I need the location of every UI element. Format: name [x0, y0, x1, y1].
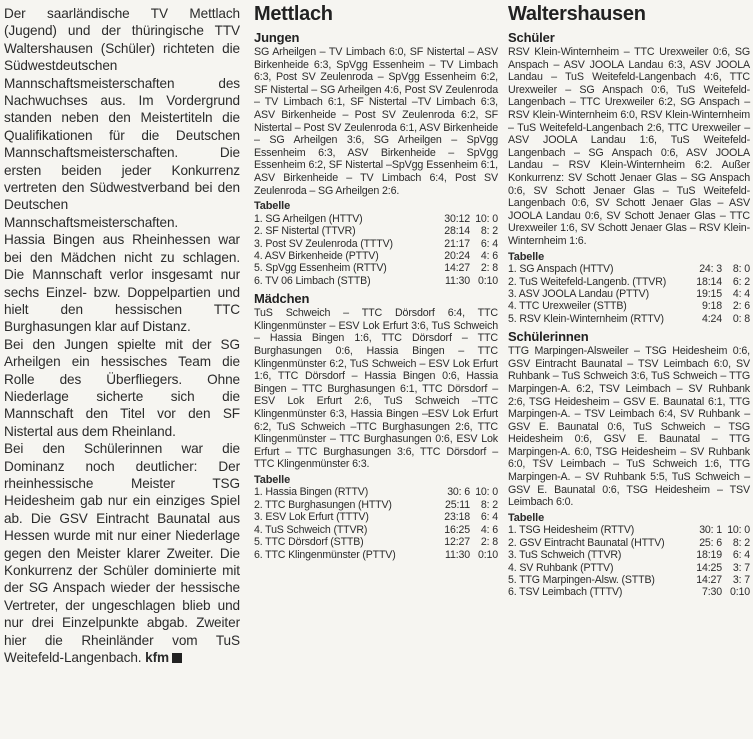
standing-points: 2: 8 — [480, 262, 498, 275]
table-row — [508, 537, 750, 549]
end-mark-icon — [172, 653, 182, 663]
standing-points: 8: 2 — [480, 225, 498, 238]
standing-score: 25:11 — [445, 498, 470, 511]
table-row — [254, 486, 498, 498]
standing-team: 5. TTG Marpingen-Alsw. (STTB) — [508, 574, 655, 587]
article-paragraph: Hassia Bingen aus Rheinhessen war bei den Mädchen nicht zu schlagen. Die Mannschaft verlor insgesamt nur sechs Einzel- bzw. Doppelpartien und hielt den hessischen TTC Burghasungen klar auf Distanz. — [4, 232, 240, 335]
table-row — [508, 313, 750, 325]
standing-score: 28:14 — [444, 225, 470, 238]
table-row — [508, 300, 750, 312]
standing-score: 18:19 — [696, 549, 722, 562]
table-row — [254, 225, 498, 237]
results-schuelerinnen: TTG Marpingen-Alsweiler – TSG Heidesheim 0:6, GSV Eintracht Baunatal – TSV Leimbach 6:0, SV Ruhbank – TuS Schweich 3:6, TuS Schweich – TTG Marpingen-A. 6:2, TSV Leimbach – SV Ruhbank 2:6, TSG Heidesheim – GSV E. Baunatal 6:1, TTG Marpingen-A. – TSV Leimbach 6:4, SV Ruhbank – GSV E. Baunatal 0:6, TuS Schweich – TSG Heidesheim 0:6, GSV E. Baunatal – TTG Marpingen-A. 6:0, TSG Heidesheim – SV Ruhbank 6:0, TSV Leimbach – TuS Schweich 1:6, TTG Marpingen-A. – SV Ruhbank 5:5, TuS Schweich – GSV E. Baunatal 0:6, TSG Heidesheim – TSV Leimbach 6:0. — [508, 345, 750, 509]
standing-score: 30: 1 — [699, 524, 722, 537]
standings-table-schuelerinnen — [508, 524, 750, 598]
standing-team: 6. TV 06 Limbach (STTB) — [254, 274, 371, 287]
standing-score: 24: 3 — [699, 263, 722, 276]
standing-score: 20:24 — [444, 249, 470, 262]
standing-team: 4. TuS Schweich (TTVR) — [254, 523, 368, 536]
standing-points: 0: 8 — [732, 312, 750, 325]
venue-heading: Waltershausen — [508, 3, 646, 25]
standing-points: 0:10 — [477, 274, 498, 287]
table-row — [508, 263, 750, 275]
article-paragraph-text: Bei den Schülerinnen war die Dominanz noch deutlicher: Der rheinhessische Meister TSG Heidesheim gab nur ein einziges Spiel ab. Die GSV Eintracht Baunatal aus Hessen wurde mit nur einer Niederlage gegen den Meister klarer Zweiter. Die Konkurrenz der Schüler dominierte mit der SG Anspach wieder der hessische Vertreter, der ungeschlagen blieb und nur drei Einzelpunkte abgab. Zweiter hier die Rheinländer vom TuS Weitefeld-Langenbach. — [4, 441, 240, 666]
standing-team: 2. TuS Weitefeld-Langenb. (TTVR) — [508, 275, 667, 288]
standings-table-jungen — [254, 213, 498, 287]
standing-score: 11:30 — [445, 548, 470, 561]
standing-score: 21:17 — [444, 237, 470, 250]
standing-team: 4. ASV Birkenheide (PTTV) — [254, 249, 379, 262]
article-paragraph — [4, 440, 240, 666]
standing-points: 6: 2 — [732, 275, 750, 288]
table-row — [254, 524, 498, 536]
standing-points: 3: 7 — [732, 574, 750, 587]
standing-team: 4. SV Ruhbank (PTTV) — [508, 561, 614, 574]
venue-heading: Mettlach — [254, 3, 333, 25]
standing-score: 7:30 — [701, 586, 722, 599]
standings-table-maedchen — [254, 486, 498, 560]
standing-points: 8: 2 — [732, 536, 750, 549]
table-row — [508, 549, 750, 561]
section-heading-maedchen: Mädchen — [254, 291, 310, 307]
article-paragraph: Bei den Jungen spielte mit der SG Arheilgen ein hessisches Team die Rolle des Überfliegers. Ohne Niederlage sicherte sich die Mannschaft den Titel vor den SF Nistertal aus dem Rheinland. — [4, 336, 240, 439]
standing-points: 10: 0 — [727, 524, 750, 537]
standing-team: 2. TTC Burghasungen (HTTV) — [254, 498, 392, 511]
standing-score: 14:27 — [696, 574, 722, 587]
standing-score: 4:24 — [701, 312, 722, 325]
article-column — [4, 5, 240, 666]
results-schueler: RSV Klein-Winternheim – TTC Urexweiler 0:6, SG Anspach – ASV JOOLA Landau 6:3, ASV JOOLA Landau – TuS Weitefeld-Langenbach 4:6, TTC Urexweiler – SG Anspach 0:6, TuS Weitefeld-Langenbach – TTC Urexweiler 6:2, SG Anspach – RSV Klein-Winternheim 6:0, RSV Klein-Winternheim – TuS Weitefeld-Langenbach 2:6, TTC Urexweiler – ASV JOOLA Landau 1:6, TuS Weitefeld-Langenbach – SG Anspach 0:6, ASV JOOLA Landau – RSV Klein-Winternheim 6:2. Außer Konkurrenz: SV Schott Jenaer Glas – SG Anspach 0:6, SV Schott Jenaer Glas – TuS Weitefeld-Langenbach 0:6, SV Schott Jenaer Glas – ASV JOOLA Landau 0:6, SV Schott Jenaer Glas – TTC Urexweiler 1:6, SV Schott Jenaer Glas – RSV Klein-Winternheim 1:6. — [508, 46, 750, 247]
standing-points: 0:10 — [729, 586, 750, 599]
standing-score: 30: 6 — [447, 486, 470, 499]
standing-points: 3: 7 — [732, 561, 750, 574]
standing-score: 16:25 — [444, 523, 470, 536]
standing-points: 6: 4 — [480, 237, 498, 250]
table-row — [254, 536, 498, 548]
table-row — [254, 238, 498, 250]
standing-team: 2. SF Nistertal (TTVR) — [254, 225, 356, 238]
waltershausen-column — [508, 2, 750, 599]
standing-points: 10: 0 — [475, 212, 498, 225]
standing-points: 4: 6 — [480, 249, 498, 262]
table-row — [254, 275, 498, 287]
table-row — [254, 549, 498, 561]
standing-team: 3. ESV Lok Erfurt (TTTV) — [254, 511, 369, 524]
table-row — [254, 499, 498, 511]
standing-score: 11:30 — [445, 274, 470, 287]
standing-score: 23:18 — [444, 511, 470, 524]
mettlach-column — [254, 2, 498, 561]
table-label: Tabelle — [508, 250, 545, 263]
standing-team: 4. TTC Urexweiler (STTB) — [508, 300, 627, 313]
standing-team: 3. ASV JOOLA Landau (PTTV) — [508, 287, 649, 300]
table-row — [254, 262, 498, 274]
table-row — [508, 524, 750, 536]
standing-points: 4: 4 — [732, 287, 750, 300]
standing-score: 25: 6 — [699, 536, 722, 549]
standing-score: 14:27 — [444, 262, 470, 275]
standing-points: 8: 0 — [732, 263, 750, 276]
standing-team: 1. SG Arheilgen (HTTV) — [254, 212, 363, 225]
table-row — [254, 250, 498, 262]
standing-team: 5. SpVgg Essenheim (RTTV) — [254, 262, 387, 275]
standings-table-schueler — [508, 263, 750, 325]
author-signature: kfm — [145, 650, 170, 666]
standing-points: 10: 0 — [475, 486, 498, 499]
table-label: Tabelle — [254, 473, 291, 486]
standing-score: 14:25 — [696, 561, 722, 574]
standing-points: 6: 4 — [732, 549, 750, 562]
standing-score: 9:18 — [701, 300, 722, 313]
standing-score: 30:12 — [444, 212, 470, 225]
standing-points: 8: 2 — [480, 498, 498, 511]
table-row — [254, 213, 498, 225]
standing-team: 6. TSV Leimbach (TTTV) — [508, 586, 623, 599]
standing-score: 18:14 — [696, 275, 722, 288]
section-heading-jungen: Jungen — [254, 30, 300, 45]
standing-points: 0:10 — [477, 548, 498, 561]
standing-team: 1. SG Anspach (HTTV) — [508, 263, 614, 276]
table-row — [508, 562, 750, 574]
table-row — [508, 586, 750, 598]
table-row — [254, 511, 498, 523]
standing-team: 1. TSG Heidesheim (RTTV) — [508, 524, 635, 537]
standing-team: 1. Hassia Bingen (RTTV) — [254, 486, 369, 499]
article-paragraph: Der saarländische TV Mettlach (Jugend) und der thüringische TTV Waltershausen (Schüler) richteten die Südwestdeutschen Mannschaftsmeisterschaften des Nachwuchses aus. Im Vordergrund standen neben den Meistertiteln die Qualifikationen für die Deutschen Mannschaftsmeisterschaften. Die ersten beiden jeder Konkurrenz vertreten den Südwestverband bei den Deutschen Mannschaftsmeisterschaften. — [4, 6, 240, 230]
standing-team: 5. RSV Klein-Winternheim (RTTV) — [508, 312, 664, 325]
standing-team: 3. Post SV Zeulenroda (TTTV) — [254, 237, 393, 250]
standing-points: 6: 4 — [480, 511, 498, 524]
standing-score: 19:15 — [696, 287, 722, 300]
standing-team: 2. GSV Eintracht Baunatal (HTTV) — [508, 536, 665, 549]
section-heading-schueler: Schüler — [508, 30, 555, 45]
table-row — [508, 574, 750, 586]
table-label: Tabelle — [254, 200, 291, 213]
results-jungen: SG Arheilgen – TV Limbach 6:0, SF Nistertal – ASV Birkenheide 6:3, SpVgg Essenheim – TV Limbach 6:3, Post SV Zeulenroda – SpVgg Essenheim 6:2, SF Nistertal – SG Arheilgen 4:6, Post SV Zeulenroda – TV Limbach 6:1, SF Nistertal –TV Limbach 6:3, ASV Birkenheide – Post SV Zeulenroda 6:2, SF Nistertal – Post SV Zeulenroda 6:1, ASV Birkenheide – SG Arheilgen 3:6, SG Arheilgen – SpVgg Essenheim 6:3, ASV Birkenheide – SpVgg Essenheim 6:2, SF Nistertal –SpVgg Essenheim 6:1, ASV Birkenheide – TV Limbach 6:4, Post SV Zeulenroda – SG Arheilgen 2:6. — [254, 46, 498, 197]
standing-points: 4: 6 — [480, 523, 498, 536]
standing-points: 2: 8 — [480, 536, 498, 549]
section-heading-schuelerinnen: Schülerinnen — [508, 329, 589, 345]
table-row — [508, 288, 750, 300]
results-maedchen: TuS Schweich – TTC Dörsdorf 6:4, TTC Klingenmünster – ESV Lok Erfurt 3:6, TuS Schweich – Hassia Bingen 1:6, TTC Dörsdorf – TTC Burghasungen 0:6, Hassia Bingen – TTC Klingenmünster 6:2, TuS Schweich – ESV Lok Erfurt 1:6, TTC Dörsdorf – Hassia Bingen 0:6, Hassia Bingen – TTC Burghasungen 6:1, TTC Dörsdorf – ESV Lok Erfurt 2:6, TuS Schweich –TTC Klingenmünster 6:3, Hassia Bingen –ESV Lok Erfurt 6:2, TuS Schweich –TTC Burghasungen 2:6, TTC Klingenmünster – TTC Burghasungen 0:6, ESV Lok Erfurt – TTC Burghasungen 3:6, TTC Dörsdorf – TTC Klingenmünster 6:3. — [254, 307, 498, 471]
standing-team: 6. TTC Klingenmünster (PTTV) — [254, 548, 396, 561]
standing-score: 12:27 — [444, 536, 470, 549]
standing-team: 5. TTC Dörsdorf (STTB) — [254, 536, 364, 549]
table-label: Tabelle — [508, 511, 545, 524]
table-row — [508, 276, 750, 288]
standing-team: 3. TuS Schweich (TTVR) — [508, 549, 622, 562]
standing-points: 2: 6 — [732, 300, 750, 313]
